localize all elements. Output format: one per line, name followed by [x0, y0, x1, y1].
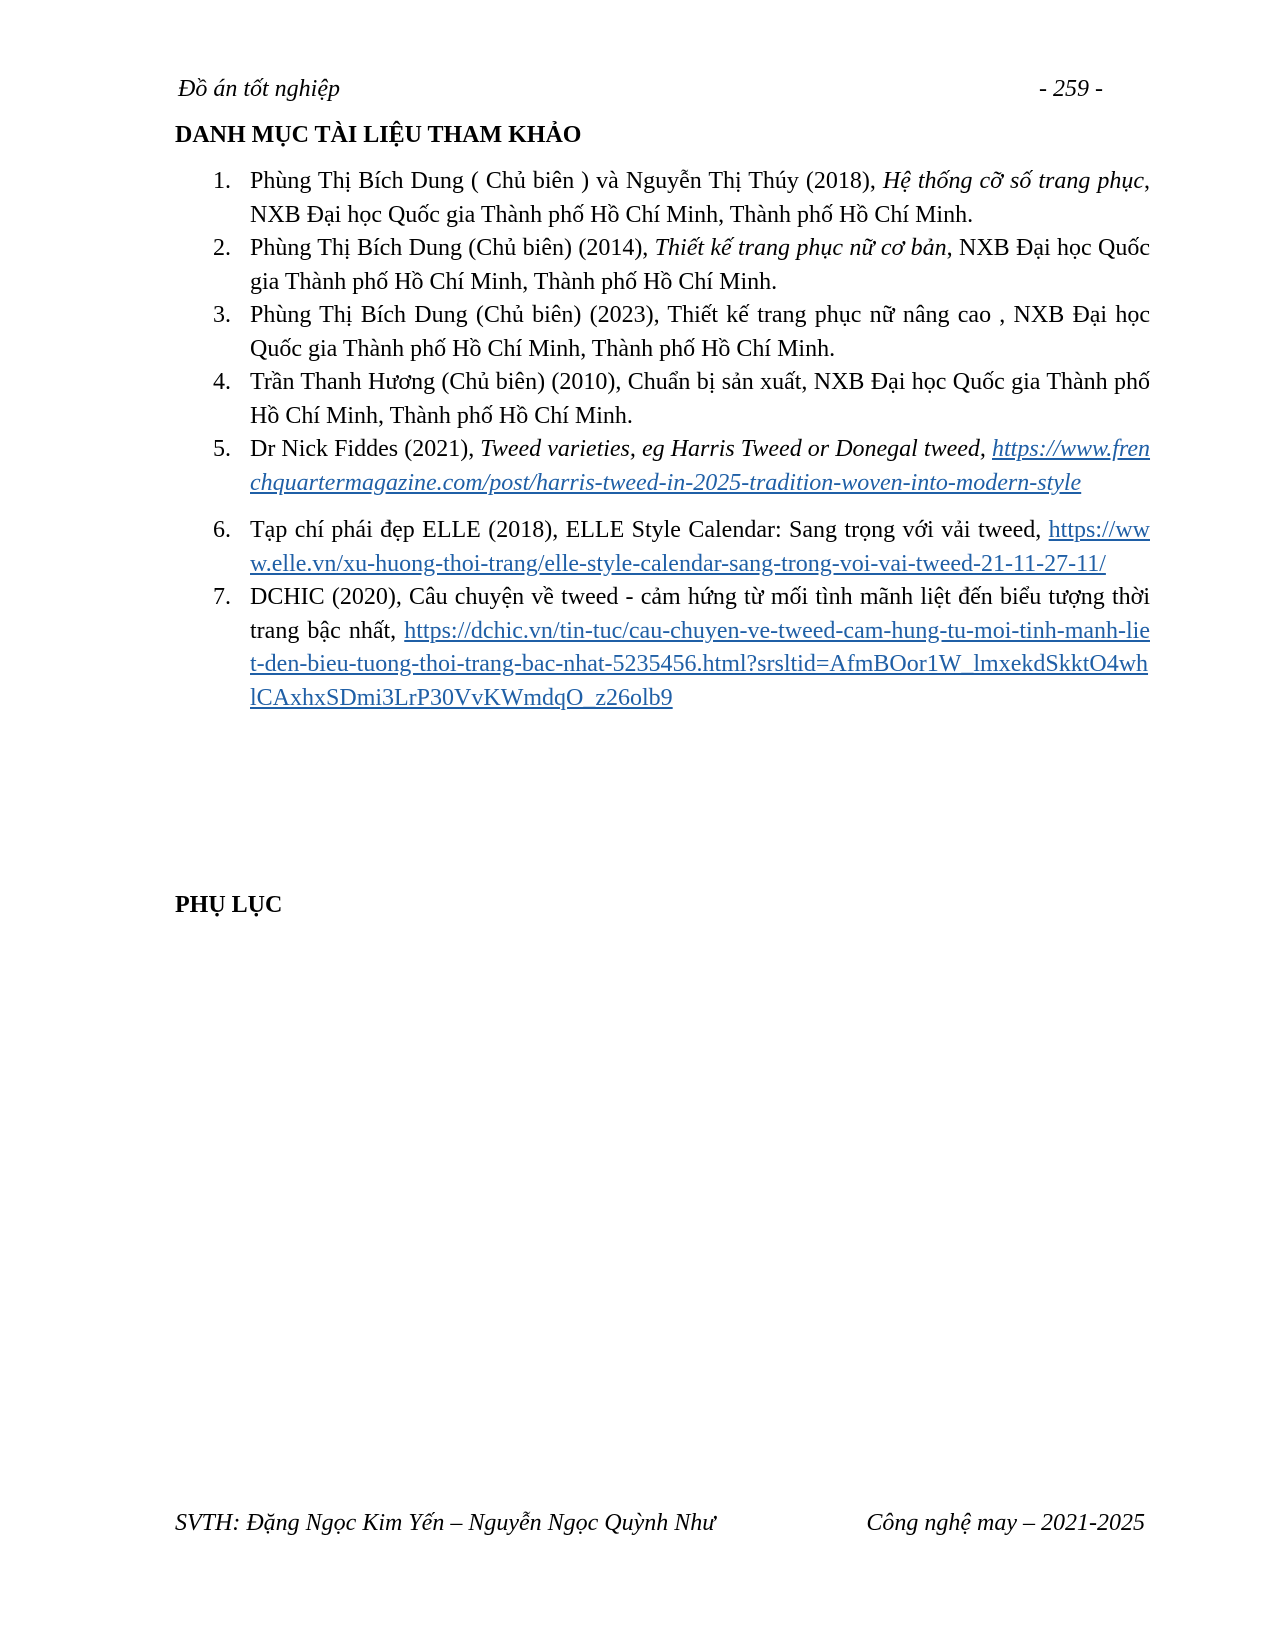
- reference-title: Tweed varieties, eg Harris Tweed or Donegal tweed,: [480, 436, 992, 462]
- reference-item: [213, 366, 1150, 433]
- reference-title: Hệ thống cỡ số trang phục: [882, 168, 1144, 194]
- reference-number: 2.: [213, 235, 231, 261]
- footer-major: Công nghệ may – 2021-2025: [866, 1510, 1145, 1536]
- reference-text: Phùng Thị Bích Dung ( Chủ biên ) và Nguyễn Thị Thúy (2018),: [250, 168, 883, 194]
- reference-item: [213, 299, 1150, 366]
- reference-item: [213, 581, 1150, 715]
- reference-item: [213, 165, 1150, 232]
- reference-title: Thiết kế trang phục nữ cơ bản: [654, 235, 947, 261]
- references-list: [213, 165, 1151, 715]
- reference-item: [213, 232, 1151, 299]
- reference-text: Tạp chí phái đẹp ELLE (2018), ELLE Style Calendar: Sang trọng với vải tweed,: [250, 517, 1049, 543]
- reference-text: Dr Nick Fiddes (2021),: [250, 436, 481, 462]
- reference-number: 5.: [213, 436, 231, 462]
- reference-link[interactable]: https://www.frenchquartermagazine.com/post/harris-tweed-in-2025-tradition-woven-into-modern-style: [250, 436, 1151, 496]
- reference-link[interactable]: https://dchic.vn/tin-tuc/cau-chuyen-ve-tweed-cam-hung-tu-moi-tinh-manh-liet-den-bieu-tuong-thoi-trang-bac-nhat-5235456.html?srsltid=AfmBOor1W_lmxekdSkktO4whlCAxhxSDmi3LrP30VvKWmdqO_z26olb9: [250, 617, 1150, 711]
- reference-number: 1.: [213, 168, 231, 194]
- reference-text: Phùng Thị Bích Dung (Chủ biên) (2023), Thiết kế trang phục nữ nâng cao , NXB Đại học Quốc gia Thành phố Hồ Chí Minh, Thành phố Hồ Chí Minh.: [250, 302, 1150, 362]
- header-title: Đồ án tốt nghiệp: [178, 76, 340, 102]
- reference-text: Phùng Thị Bích Dung (Chủ biên) (2014),: [250, 235, 655, 261]
- page-number: - 259 -: [1039, 76, 1103, 102]
- reference-text: , NXB Đại học Quốc gia Thành phố Hồ Chí Minh, Thành phố Hồ Chí Minh.: [250, 168, 1150, 228]
- reference-number: 7.: [213, 584, 231, 610]
- reference-number: 6.: [213, 517, 231, 543]
- reference-text: DCHIC (2020), Câu chuyện về tweed - cảm hứng từ mối tình mãnh liệt đến biểu tượng thời trang bậc nhất,: [250, 584, 1150, 644]
- reference-number: 4.: [213, 369, 231, 395]
- reference-text: Trần Thanh Hương (Chủ biên) (2010), Chuẩn bị sản xuất, NXB Đại học Quốc gia Thành phố Hồ Chí Minh, Thành phố Hồ Chí Minh.: [250, 369, 1150, 429]
- reference-item: [213, 514, 1150, 581]
- footer-authors: SVTH: Đặng Ngọc Kim Yến – Nguyễn Ngọc Quỳnh Như: [175, 1510, 716, 1536]
- references-heading: DANH MỤC TÀI LIỆU THAM KHẢO: [175, 122, 582, 148]
- reference-item: [213, 433, 1151, 500]
- reference-link[interactable]: https://www.elle.vn/xu-huong-thoi-trang/elle-style-calendar-sang-trong-voi-vai-tweed-21-11-27-11/: [250, 517, 1150, 577]
- appendix-heading: PHỤ LỤC: [175, 892, 283, 918]
- reference-number: 3.: [213, 302, 231, 328]
- reference-text: , NXB Đại học Quốc gia Thành phố Hồ Chí Minh, Thành phố Hồ Chí Minh.: [250, 235, 1151, 295]
